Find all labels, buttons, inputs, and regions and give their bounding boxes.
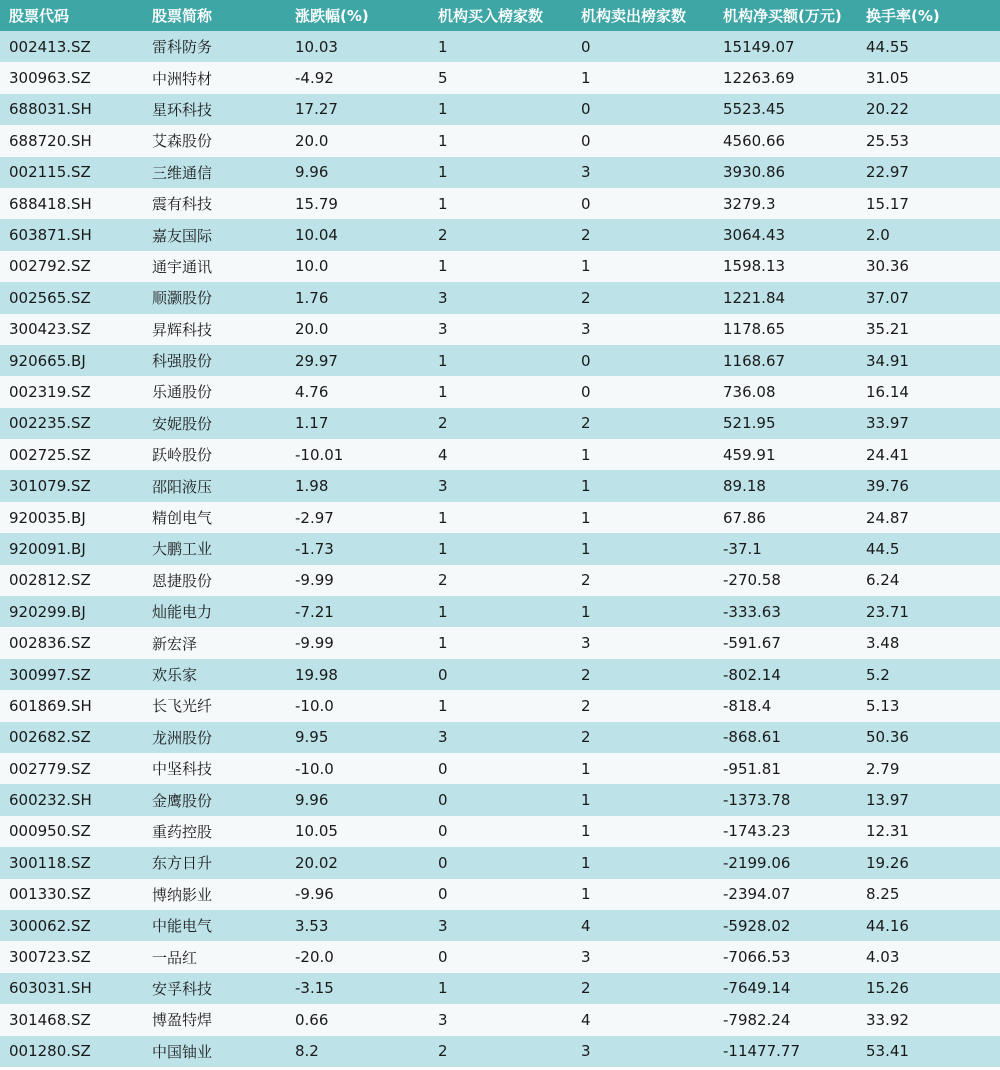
table-row[interactable] — [0, 157, 1000, 188]
cell-inst-net-buy: -333.63 — [723, 602, 781, 621]
cell-change-pct: -1.73 — [295, 539, 334, 558]
cell-stock-code: 300997.SZ — [9, 665, 91, 684]
table-row[interactable] — [0, 125, 1000, 156]
table-row[interactable] — [0, 722, 1000, 753]
cell-stock-code: 688031.SH — [9, 100, 92, 119]
table-row[interactable] — [0, 565, 1000, 596]
header-inst-buy-count[interactable]: 机构买入榜家数 — [438, 7, 544, 25]
cell-stock-name: 金鹰股份 — [152, 791, 213, 810]
cell-change-pct: -9.96 — [295, 885, 334, 904]
cell-change-pct: -9.99 — [295, 634, 334, 653]
cell-stock-name: 嘉友国际 — [152, 226, 213, 245]
cell-stock-name: 安妮股份 — [152, 414, 213, 433]
cell-turnover-rate: 22.97 — [866, 163, 909, 182]
cell-inst-net-buy: -37.1 — [723, 539, 762, 558]
cell-inst-buy-count: 1 — [438, 979, 448, 998]
table-row[interactable] — [0, 784, 1000, 815]
cell-stock-code: 000950.SZ — [9, 822, 91, 841]
cell-turnover-rate: 3.48 — [866, 634, 900, 653]
cell-stock-code: 002235.SZ — [9, 414, 91, 433]
cell-turnover-rate: 33.92 — [866, 1010, 909, 1029]
table-row[interactable] — [0, 1004, 1000, 1035]
cell-turnover-rate: 13.97 — [866, 791, 909, 810]
cell-inst-net-buy: 521.95 — [723, 414, 776, 433]
cell-stock-code: 300062.SZ — [9, 916, 91, 935]
cell-inst-buy-count: 2 — [438, 571, 448, 590]
cell-turnover-rate: 53.41 — [866, 1042, 909, 1061]
cell-turnover-rate: 35.21 — [866, 320, 909, 339]
cell-stock-name: 恩捷股份 — [152, 571, 213, 590]
header-stock-code[interactable]: 股票代码 — [9, 7, 70, 25]
cell-stock-name: 龙洲股份 — [152, 728, 213, 747]
cell-change-pct: -4.92 — [295, 69, 334, 88]
cell-turnover-rate: 2.0 — [866, 226, 890, 245]
cell-inst-net-buy: -591.67 — [723, 634, 781, 653]
cell-turnover-rate: 37.07 — [866, 288, 909, 307]
table-row[interactable] — [0, 533, 1000, 564]
cell-stock-name: 跃岭股份 — [152, 446, 213, 465]
cell-turnover-rate: 8.25 — [866, 885, 900, 904]
cell-inst-net-buy: -951.81 — [723, 759, 781, 778]
cell-inst-sell-count: 0 — [581, 351, 591, 370]
cell-inst-sell-count: 2 — [581, 728, 591, 747]
cell-turnover-rate: 44.16 — [866, 916, 909, 935]
table-row[interactable] — [0, 62, 1000, 93]
table-row[interactable] — [0, 847, 1000, 878]
cell-stock-code: 002812.SZ — [9, 571, 91, 590]
cell-inst-sell-count: 2 — [581, 665, 591, 684]
cell-inst-sell-count: 3 — [581, 163, 591, 182]
cell-stock-name: 安孚科技 — [152, 979, 213, 998]
table-row[interactable] — [0, 314, 1000, 345]
cell-stock-name: 新宏泽 — [152, 634, 198, 653]
cell-stock-code: 601869.SH — [9, 696, 92, 715]
cell-inst-sell-count: 1 — [581, 822, 591, 841]
cell-stock-name: 通宇通讯 — [152, 257, 213, 276]
cell-inst-net-buy: -5928.02 — [723, 916, 791, 935]
cell-inst-sell-count: 1 — [581, 477, 591, 496]
cell-stock-name: 东方日升 — [152, 854, 213, 873]
table-row[interactable] — [0, 1036, 1000, 1067]
cell-turnover-rate: 23.71 — [866, 602, 909, 621]
cell-inst-sell-count: 1 — [581, 759, 591, 778]
cell-turnover-rate: 44.55 — [866, 37, 909, 56]
cell-stock-name: 精创电气 — [152, 509, 213, 528]
table-row[interactable] — [0, 219, 1000, 250]
cell-inst-net-buy: 3279.3 — [723, 194, 776, 213]
cell-inst-buy-count: 1 — [438, 163, 448, 182]
table-row[interactable] — [0, 408, 1000, 439]
cell-inst-buy-count: 3 — [438, 288, 448, 307]
cell-inst-buy-count: 5 — [438, 69, 448, 88]
cell-turnover-rate: 25.53 — [866, 131, 909, 150]
cell-change-pct: 8.2 — [295, 1042, 319, 1061]
cell-inst-sell-count: 3 — [581, 634, 591, 653]
cell-stock-name: 博盈特焊 — [152, 1011, 213, 1030]
cell-turnover-rate: 12.31 — [866, 822, 909, 841]
header-stock-name[interactable]: 股票简称 — [152, 7, 213, 25]
table-row[interactable] — [0, 879, 1000, 910]
cell-stock-name: 顺灏股份 — [152, 289, 213, 308]
cell-inst-net-buy: 1598.13 — [723, 257, 786, 276]
cell-turnover-rate: 15.26 — [866, 979, 909, 998]
cell-change-pct: 0.66 — [295, 1010, 329, 1029]
cell-inst-buy-count: 0 — [438, 759, 448, 778]
cell-inst-sell-count: 2 — [581, 979, 591, 998]
cell-inst-net-buy: 1221.84 — [723, 288, 786, 307]
cell-inst-buy-count: 3 — [438, 320, 448, 339]
cell-change-pct: 9.96 — [295, 791, 329, 810]
table-row[interactable] — [0, 502, 1000, 533]
cell-stock-code: 002682.SZ — [9, 728, 91, 747]
cell-inst-net-buy: -270.58 — [723, 571, 781, 590]
table-row[interactable] — [0, 345, 1000, 376]
table-row[interactable] — [0, 941, 1000, 972]
cell-inst-buy-count: 3 — [438, 916, 448, 935]
cell-inst-net-buy: -1743.23 — [723, 822, 791, 841]
table-row[interactable] — [0, 470, 1000, 501]
cell-change-pct: 29.97 — [295, 351, 338, 370]
cell-turnover-rate: 4.03 — [866, 948, 900, 967]
cell-stock-code: 603031.SH — [9, 979, 92, 998]
header-inst-net-buy[interactable]: 机构净买额(万元) — [723, 7, 842, 25]
cell-turnover-rate: 24.41 — [866, 445, 909, 464]
cell-change-pct: -10.0 — [295, 696, 334, 715]
cell-turnover-rate: 34.91 — [866, 351, 909, 370]
cell-inst-sell-count: 0 — [581, 131, 591, 150]
cell-change-pct: 19.98 — [295, 665, 338, 684]
cell-stock-code: 600232.SH — [9, 791, 92, 810]
cell-turnover-rate: 5.13 — [866, 696, 900, 715]
cell-turnover-rate: 15.17 — [866, 194, 909, 213]
cell-inst-sell-count: 2 — [581, 226, 591, 245]
cell-inst-buy-count: 1 — [438, 696, 448, 715]
cell-stock-name: 三维通信 — [152, 163, 213, 182]
cell-inst-net-buy: 3930.86 — [723, 163, 786, 182]
cell-stock-name: 灿能电力 — [152, 603, 213, 622]
cell-inst-buy-count: 0 — [438, 853, 448, 872]
cell-inst-sell-count: 1 — [581, 257, 591, 276]
cell-turnover-rate: 30.36 — [866, 257, 909, 276]
table-row[interactable] — [0, 439, 1000, 470]
cell-inst-net-buy: 67.86 — [723, 508, 766, 527]
cell-inst-buy-count: 2 — [438, 1042, 448, 1061]
table-header — [0, 0, 1000, 31]
cell-stock-code: 603871.SH — [9, 226, 92, 245]
cell-turnover-rate: 44.5 — [866, 539, 900, 558]
table-body — [0, 31, 1000, 1067]
cell-change-pct: 10.03 — [295, 37, 338, 56]
cell-inst-buy-count: 1 — [438, 539, 448, 558]
cell-inst-net-buy: -7982.24 — [723, 1010, 791, 1029]
cell-inst-net-buy: -2199.06 — [723, 853, 791, 872]
cell-stock-code: 920035.BJ — [9, 508, 86, 527]
cell-inst-sell-count: 0 — [581, 100, 591, 119]
table-row[interactable] — [0, 910, 1000, 941]
cell-change-pct: 9.96 — [295, 163, 329, 182]
cell-change-pct: 1.17 — [295, 414, 329, 433]
table-row[interactable] — [0, 31, 1000, 62]
cell-inst-sell-count: 2 — [581, 696, 591, 715]
table-row[interactable] — [0, 659, 1000, 690]
cell-inst-buy-count: 1 — [438, 634, 448, 653]
cell-inst-buy-count: 0 — [438, 791, 448, 810]
cell-turnover-rate: 20.22 — [866, 100, 909, 119]
table-row[interactable] — [0, 973, 1000, 1004]
cell-inst-buy-count: 0 — [438, 948, 448, 967]
cell-stock-code: 002565.SZ — [9, 288, 91, 307]
cell-inst-net-buy: 4560.66 — [723, 131, 786, 150]
cell-inst-sell-count: 2 — [581, 571, 591, 590]
cell-stock-code: 301079.SZ — [9, 477, 91, 496]
cell-change-pct: 10.04 — [295, 226, 338, 245]
cell-inst-sell-count: 2 — [581, 414, 591, 433]
table-row[interactable] — [0, 690, 1000, 721]
cell-stock-code: 300723.SZ — [9, 948, 91, 967]
cell-turnover-rate: 31.05 — [866, 69, 909, 88]
cell-inst-buy-count: 1 — [438, 194, 448, 213]
cell-inst-net-buy: 1178.65 — [723, 320, 786, 339]
cell-stock-code: 300118.SZ — [9, 853, 91, 872]
cell-stock-name: 中国铀业 — [152, 1042, 213, 1061]
cell-inst-buy-count: 1 — [438, 602, 448, 621]
cell-stock-name: 中坚科技 — [152, 760, 213, 779]
cell-stock-code: 920091.BJ — [9, 539, 86, 558]
cell-inst-buy-count: 2 — [438, 226, 448, 245]
cell-inst-buy-count: 1 — [438, 37, 448, 56]
cell-stock-name: 博纳影业 — [152, 885, 213, 904]
cell-inst-net-buy: 736.08 — [723, 382, 776, 401]
cell-inst-buy-count: 1 — [438, 100, 448, 119]
cell-stock-name: 科强股份 — [152, 352, 213, 371]
cell-inst-buy-count: 0 — [438, 822, 448, 841]
cell-inst-net-buy: -868.61 — [723, 728, 781, 747]
cell-stock-name: 中洲特材 — [152, 69, 213, 88]
cell-inst-buy-count: 0 — [438, 665, 448, 684]
cell-inst-sell-count: 1 — [581, 508, 591, 527]
table-row[interactable] — [0, 282, 1000, 313]
header-inst-sell-count[interactable]: 机构卖出榜家数 — [581, 7, 687, 25]
cell-inst-buy-count: 1 — [438, 382, 448, 401]
cell-stock-name: 重药控股 — [152, 822, 213, 841]
cell-stock-code: 002792.SZ — [9, 257, 91, 276]
cell-stock-code: 001330.SZ — [9, 885, 91, 904]
cell-inst-sell-count: 1 — [581, 885, 591, 904]
cell-inst-buy-count: 1 — [438, 131, 448, 150]
table-row[interactable] — [0, 188, 1000, 219]
cell-stock-name: 昇辉科技 — [152, 320, 213, 339]
header-change-pct[interactable]: 涨跌幅(%) — [295, 7, 369, 25]
cell-stock-name: 乐通股份 — [152, 383, 213, 402]
cell-inst-buy-count: 0 — [438, 885, 448, 904]
table-row[interactable] — [0, 94, 1000, 125]
cell-inst-net-buy: 459.91 — [723, 445, 776, 464]
cell-stock-name: 邵阳液压 — [152, 477, 213, 496]
cell-inst-buy-count: 4 — [438, 445, 448, 464]
cell-stock-code: 002836.SZ — [9, 634, 91, 653]
cell-stock-code: 688720.SH — [9, 131, 92, 150]
cell-inst-net-buy: 89.18 — [723, 477, 766, 496]
cell-stock-code: 688418.SH — [9, 194, 92, 213]
cell-change-pct: -20.0 — [295, 948, 334, 967]
cell-change-pct: -7.21 — [295, 602, 334, 621]
cell-inst-net-buy: 12263.69 — [723, 69, 795, 88]
cell-stock-code: 002725.SZ — [9, 445, 91, 464]
cell-inst-net-buy: 15149.07 — [723, 37, 795, 56]
table-row[interactable] — [0, 251, 1000, 282]
cell-stock-name: 震有科技 — [152, 195, 213, 214]
table-row[interactable] — [0, 753, 1000, 784]
table-row[interactable] — [0, 627, 1000, 658]
cell-turnover-rate: 19.26 — [866, 853, 909, 872]
header-row — [0, 0, 1000, 31]
cell-inst-sell-count: 3 — [581, 320, 591, 339]
cell-inst-buy-count: 1 — [438, 257, 448, 276]
cell-change-pct: 20.0 — [295, 320, 329, 339]
cell-inst-net-buy: -818.4 — [723, 696, 772, 715]
cell-inst-net-buy: 3064.43 — [723, 226, 786, 245]
cell-inst-sell-count: 1 — [581, 602, 591, 621]
cell-inst-buy-count: 3 — [438, 1010, 448, 1029]
cell-stock-name: 欢乐家 — [152, 666, 198, 684]
cell-change-pct: 17.27 — [295, 100, 338, 119]
cell-inst-buy-count: 3 — [438, 728, 448, 747]
cell-change-pct: 20.0 — [295, 131, 329, 150]
cell-turnover-rate: 2.79 — [866, 759, 900, 778]
cell-change-pct: 20.02 — [295, 853, 338, 872]
cell-inst-sell-count: 4 — [581, 1010, 591, 1029]
cell-turnover-rate: 50.36 — [866, 728, 909, 747]
cell-turnover-rate: 16.14 — [866, 382, 909, 401]
cell-stock-code: 920299.BJ — [9, 602, 86, 621]
cell-stock-name: 大鹏工业 — [152, 540, 213, 559]
cell-stock-code: 002413.SZ — [9, 37, 91, 56]
cell-inst-sell-count: 0 — [581, 382, 591, 401]
cell-stock-name: 长飞光纤 — [152, 697, 213, 716]
cell-stock-name: 中能电气 — [152, 917, 213, 936]
cell-stock-code: 002319.SZ — [9, 382, 91, 401]
cell-inst-net-buy: 1168.67 — [723, 351, 786, 370]
cell-inst-buy-count: 1 — [438, 351, 448, 370]
cell-inst-sell-count: 3 — [581, 948, 591, 967]
cell-change-pct: -3.15 — [295, 979, 334, 998]
cell-change-pct: 10.0 — [295, 257, 329, 276]
cell-inst-net-buy: -2394.07 — [723, 885, 791, 904]
cell-change-pct: -9.99 — [295, 571, 334, 590]
cell-inst-net-buy: -7066.53 — [723, 948, 791, 967]
cell-inst-buy-count: 1 — [438, 508, 448, 527]
cell-inst-buy-count: 2 — [438, 414, 448, 433]
cell-inst-sell-count: 3 — [581, 1042, 591, 1061]
table-row[interactable] — [0, 596, 1000, 627]
cell-turnover-rate: 24.87 — [866, 508, 909, 527]
cell-stock-code: 301468.SZ — [9, 1010, 91, 1029]
cell-stock-code: 300423.SZ — [9, 320, 91, 339]
cell-stock-name: 星环科技 — [152, 100, 213, 119]
cell-stock-name: 雷科防务 — [152, 38, 213, 57]
cell-stock-name: 一品红 — [152, 948, 198, 967]
cell-inst-sell-count: 1 — [581, 445, 591, 464]
cell-inst-sell-count: 4 — [581, 916, 591, 935]
cell-inst-sell-count: 1 — [581, 791, 591, 810]
cell-turnover-rate: 39.76 — [866, 477, 909, 496]
cell-stock-code: 300963.SZ — [9, 69, 91, 88]
cell-inst-net-buy: -802.14 — [723, 665, 781, 684]
cell-inst-sell-count: 2 — [581, 288, 591, 307]
cell-change-pct: 9.95 — [295, 728, 329, 747]
cell-change-pct: -2.97 — [295, 508, 334, 527]
cell-change-pct: 1.98 — [295, 477, 329, 496]
cell-inst-net-buy: -1373.78 — [723, 791, 791, 810]
cell-inst-sell-count: 0 — [581, 37, 591, 56]
table-row[interactable] — [0, 816, 1000, 847]
cell-inst-sell-count: 1 — [581, 539, 591, 558]
cell-inst-sell-count: 0 — [581, 194, 591, 213]
cell-change-pct: 10.05 — [295, 822, 338, 841]
cell-change-pct: 15.79 — [295, 194, 338, 213]
cell-change-pct: 4.76 — [295, 382, 329, 401]
cell-inst-sell-count: 1 — [581, 69, 591, 88]
cell-change-pct: -10.01 — [295, 445, 344, 464]
cell-stock-code: 002779.SZ — [9, 759, 91, 778]
cell-inst-net-buy: -11477.77 — [723, 1042, 800, 1061]
cell-inst-net-buy: 5523.45 — [723, 100, 786, 119]
cell-stock-name: 艾森股份 — [152, 132, 213, 151]
cell-stock-code: 001280.SZ — [9, 1042, 91, 1061]
cell-inst-buy-count: 3 — [438, 477, 448, 496]
table-row[interactable] — [0, 376, 1000, 407]
cell-stock-code: 002115.SZ — [9, 163, 91, 182]
cell-turnover-rate: 5.2 — [866, 665, 890, 684]
cell-inst-net-buy: -7649.14 — [723, 979, 791, 998]
cell-inst-sell-count: 1 — [581, 853, 591, 872]
cell-change-pct: 1.76 — [295, 288, 329, 307]
cell-change-pct: -10.0 — [295, 759, 334, 778]
header-turnover-rate[interactable]: 换手率(%) — [866, 7, 940, 25]
cell-turnover-rate: 6.24 — [866, 571, 900, 590]
cell-change-pct: 3.53 — [295, 916, 329, 935]
cell-turnover-rate: 33.97 — [866, 414, 909, 433]
cell-stock-code: 920665.BJ — [9, 351, 86, 370]
